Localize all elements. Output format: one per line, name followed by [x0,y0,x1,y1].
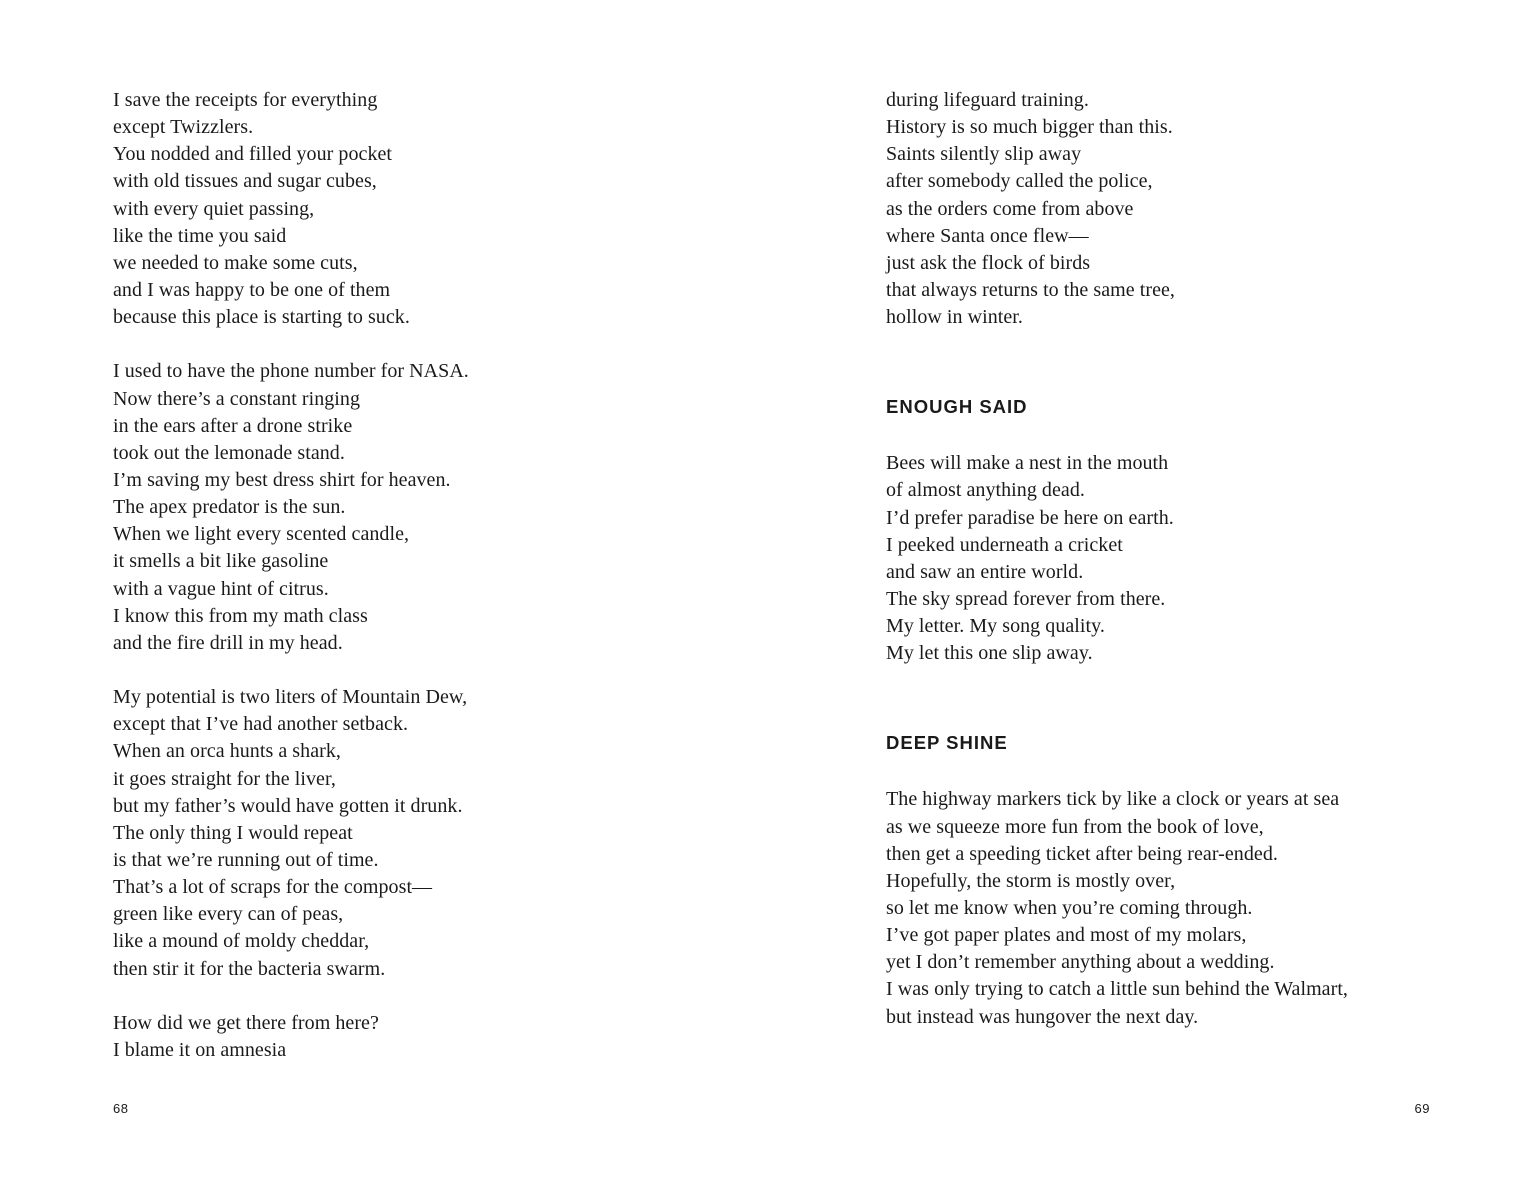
poem-line: just ask the flock of birds [886,251,1091,274]
stanza [113,358,469,657]
poem-line: I peeked underneath a cricket [886,533,1123,556]
poem-line: That’s a lot of scraps for the compost— [113,876,433,899]
stanza-break [113,983,469,1010]
poem-line: and I was happy to be one of them [113,278,391,301]
right-page [767,0,1535,1193]
poem-line: I’d prefer paradise be here on earth. [886,506,1174,529]
poem-line: in the ears after a drone strike [113,414,353,437]
poem-line: Now there’s a constant ringing [113,387,360,410]
poem-line: You nodded and filled your pocket [113,143,393,166]
poem-line: hollow in winter. [886,306,1023,329]
stanza [113,1010,469,1064]
stanza [113,87,469,331]
poem-line: of almost anything dead. [886,479,1085,502]
poem-line: so let me know when you’re coming through. [886,896,1253,919]
stanza-break [113,657,469,684]
poem-title: ENOUGH SAID [886,396,1028,418]
left-page [0,0,767,1193]
poem-line: then stir it for the bacteria swarm. [113,957,386,980]
poem-line: The highway markers tick by like a clock or years at sea [886,788,1340,811]
poem-line: then get a speeding ticket after being rear-ended. [886,842,1278,865]
poem-line: I’ve got paper plates and most of my molars, [886,924,1247,947]
poem-line: The apex predator is the sun. [113,496,346,519]
poem-line: I know this from my math class [113,604,368,627]
poem-line: How did we get there from here? [113,1011,379,1034]
poem-line: like the time you said [113,224,287,247]
poem-line: Saints silently slip away [886,143,1082,166]
section-break [886,331,1348,393]
poem-line: except Twizzlers. [113,116,254,139]
poem-line: with a vague hint of citrus. [113,577,329,600]
poem-line: but instead was hungover the next day. [886,1005,1199,1028]
poem-line: When we light every scented candle, [113,523,410,546]
poem-line: as the orders come from above [886,197,1134,220]
poem-line: I save the receipts for everything [113,89,378,111]
poem-line: with every quiet passing, [113,197,315,220]
poem-line: we needed to make some cuts, [113,251,358,274]
right-poem-body [886,87,1348,1031]
title-spacing [886,756,1348,786]
poem-title: DEEP SHINE [886,732,1008,754]
stanza [886,786,1348,1030]
poem-line: and saw an entire world. [886,560,1084,583]
poem-line: My let this one slip away. [886,642,1093,665]
stanza-break [113,331,469,358]
poem-line: like a mound of moldy cheddar, [113,930,370,953]
poem-line: I used to have the phone number for NASA. [113,360,469,383]
stanza [886,87,1348,331]
poem-line: Bees will make a nest in the mouth [886,452,1169,475]
poem-line: green like every can of peas, [113,903,344,926]
poem-line: History is so much bigger than this. [886,116,1173,139]
poem-line: My letter. My song quality. [886,615,1105,638]
poem-line: but my father’s would have gotten it drunk. [113,794,463,817]
poem-line: When an orca hunts a shark, [113,740,341,763]
poem-line: yet I don’t remember anything about a wedding. [886,951,1275,974]
left-poem-body [113,87,469,1064]
stanza [886,450,1348,667]
poem-line: except that I’ve had another setback. [113,713,409,736]
poem-line: The only thing I would repeat [113,821,353,844]
poem-line: My potential is two liters of Mountain Dew, [113,686,468,709]
poem-line: it smells a bit like gasoline [113,550,329,573]
poem-line: is that we’re running out of time. [113,848,379,871]
poem-line: where Santa once flew— [886,224,1089,247]
poem-line: because this place is starting to suck. [113,306,410,329]
page-number: 68 [113,1101,129,1116]
poem-line: I’m saving my best dress shirt for heaven. [113,468,451,491]
poem-line: Hopefully, the storm is mostly over, [886,869,1176,892]
poem-line: with old tissues and sugar cubes, [113,170,377,193]
page-number: 69 [1414,1101,1430,1116]
title-spacing [886,420,1348,450]
poem-line: it goes straight for the liver, [113,767,336,790]
poem-line: took out the lemonade stand. [113,441,345,464]
poem-line: during lifeguard training. [886,89,1089,111]
poem-line: as we squeeze more fun from the book of love, [886,815,1264,838]
section-break [886,667,1348,729]
poem-line: and the fire drill in my head. [113,631,343,654]
poem-line: I was only trying to catch a little sun behind the Walmart, [886,978,1348,1001]
poem-line: that always returns to the same tree, [886,278,1175,301]
poem-line: The sky spread forever from there. [886,587,1166,610]
stanza [113,684,469,983]
poem-line: after somebody called the police, [886,170,1153,193]
poem-line: I blame it on amnesia [113,1038,287,1061]
